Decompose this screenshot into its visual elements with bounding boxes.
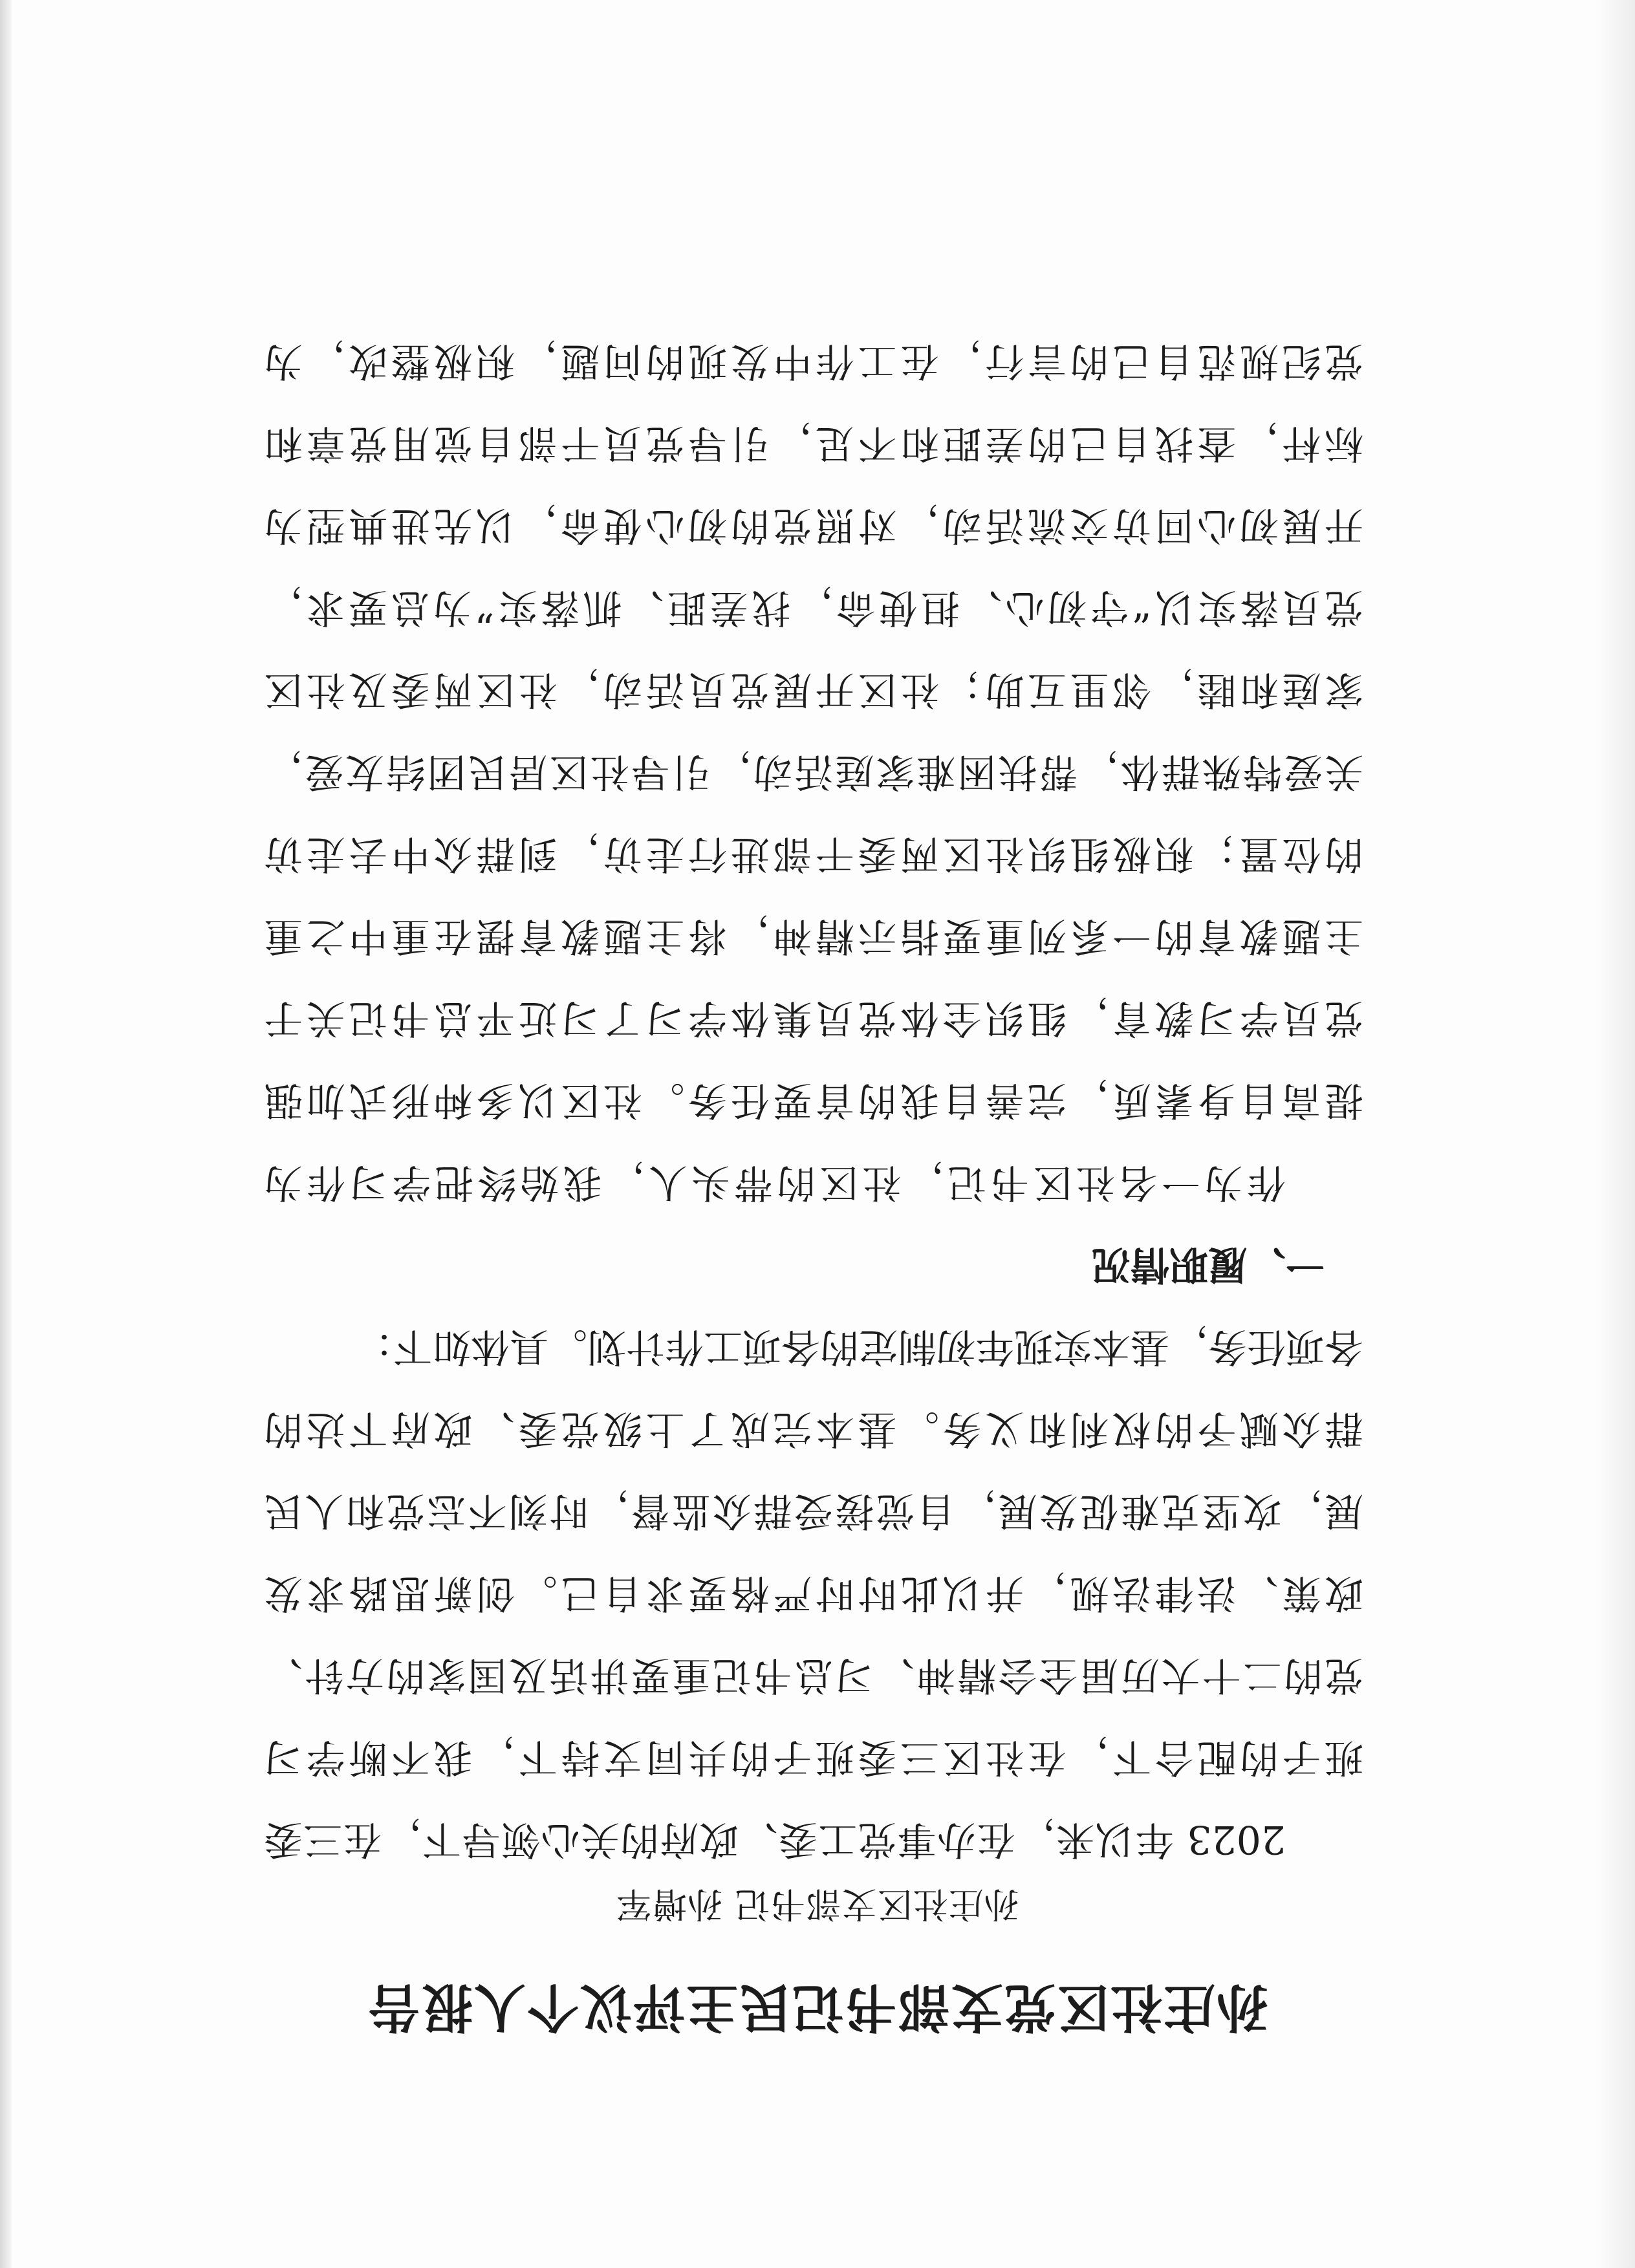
body-line: 作为一名社区书记，社区的带头人，我始终把学习作为 <box>264 1160 1286 1205</box>
section-heading: 一、履职情况 <box>1092 1242 1325 1287</box>
body-line: 班子的配合下，在社区三委班子的共同支持下，我不断学习 <box>264 1734 1363 1780</box>
body-line: 各项任务，基本实现年初制定的各项工作计划。具体如下： <box>354 1324 1363 1369</box>
document-title: 孙庄社区党支部书记民主评议个人报告 <box>367 1977 1268 2038</box>
body-line: 党员落实以“守初心、担使命，找差距、抓落实”为总要求， <box>264 585 1363 630</box>
body-line: 开展初心回访交流活动，对照党的初心使命，以先进典型为 <box>264 502 1363 548</box>
body-line: 标杆，查找自己的差距和不足，引导党员干部自觉用党章和 <box>264 420 1363 466</box>
body-line: 2023 年以来，在办事党工委、政府的关心领导下，在三委 <box>264 1817 1286 1862</box>
body-line: 家庭和睦，邻里互助；社区开展党员活动，社区两委及社区 <box>264 667 1363 712</box>
body-line: 党的二十大历届全会精神、习总书记重要讲话及国家的方针、 <box>264 1652 1363 1698</box>
body-line: 党员学习教育，组织全体党员集体学习了习近平总书记关于 <box>264 995 1363 1041</box>
body-line: 提高自身素质，完善自我的首要任务。社区以多种形式加强 <box>264 1077 1363 1123</box>
body-line: 党纪规范自己的言行，在工作中发现的问题，积极整改，为 <box>264 338 1363 383</box>
document-byline: 孙庄社区支部书记 孙增军 <box>616 1884 1019 1925</box>
body-line: 展，攻坚克难促发展，自觉接受群众监督，时刻不忘党和人民 <box>264 1488 1363 1533</box>
body-line: 政策、法律法规，并以此时时严格要求自己。创新思路求发 <box>264 1570 1363 1615</box>
body-line: 群众赋予的权利和义务。基本完成了上级党委、政府下达的 <box>264 1406 1363 1451</box>
body-line: 关爱特殊群体，帮扶困难家庭活动，引导社区居民团结友爱， <box>264 749 1363 794</box>
body-line: 主题教育的一系列重要指示精神，将主题教育摆在重中之重 <box>264 913 1363 958</box>
document-body <box>264 319 1363 1880</box>
body-line: 的位置；积极组织社区两委干部进行走访，到群众中去走访 <box>264 831 1363 876</box>
